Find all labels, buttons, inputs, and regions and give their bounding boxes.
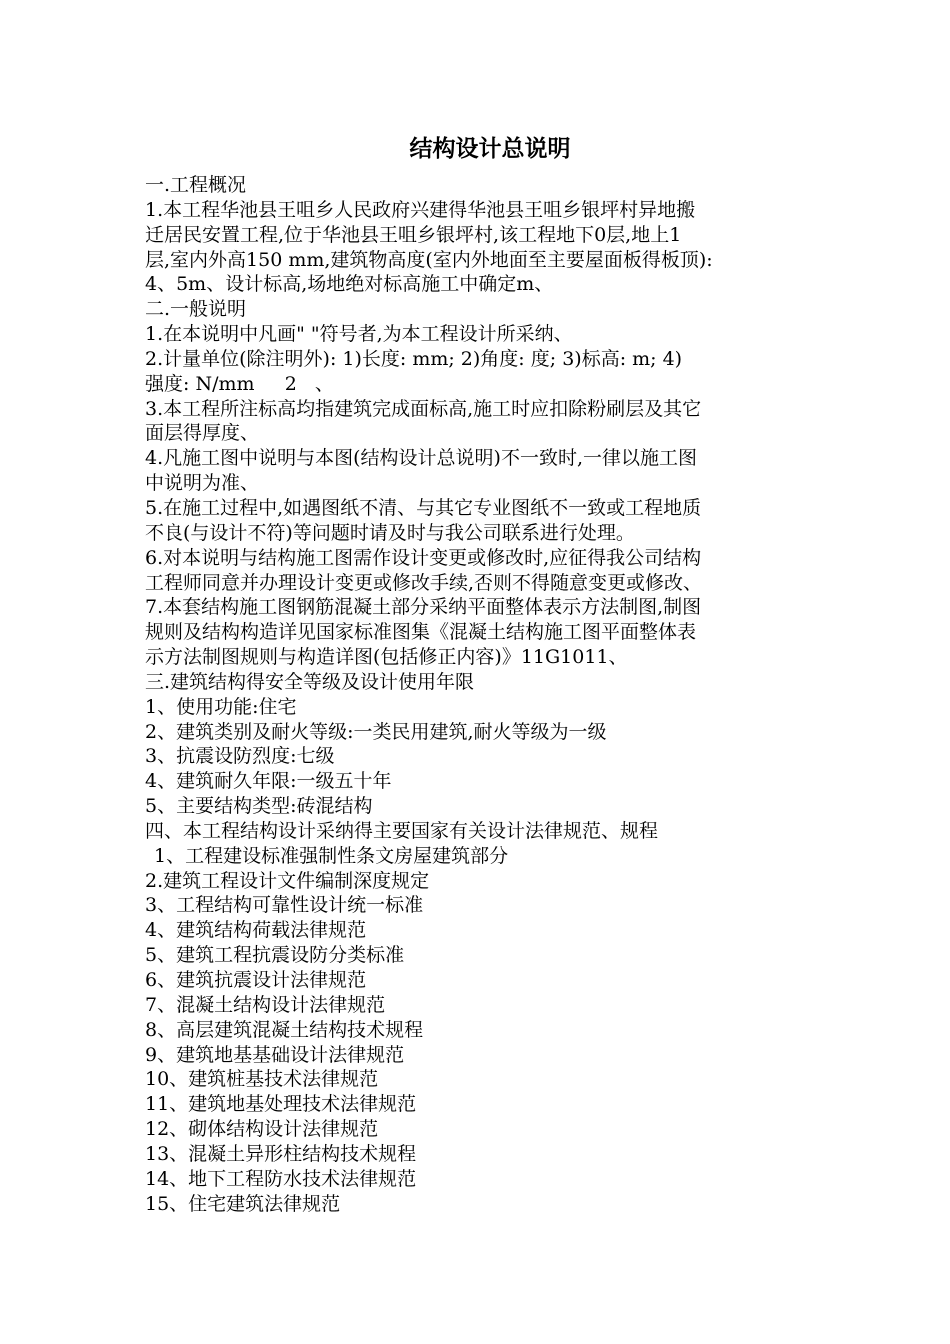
paragraph-line: 4.凡施工图中说明与本图(结构设计总说明)不一致时,一律以施工图	[145, 447, 697, 470]
list-item: 4、建筑结构荷载法律规范	[145, 919, 367, 942]
list-item: 12、砌体结构设计法律规范	[145, 1118, 379, 1141]
list-item: 13、混凝土异形柱结构技术规程	[145, 1142, 417, 1165]
list-item: 4、建筑耐久年限:一级五十年	[145, 770, 392, 793]
list-item: 11、建筑地基处理技术法律规范	[145, 1093, 417, 1116]
list-item: 9、建筑地基基础设计法律规范	[145, 1043, 405, 1066]
list-item: 14、地下工程防水技术法律规范	[145, 1167, 417, 1190]
paragraph-line: 3.本工程所注标高均指建筑完成面标高,施工时应扣除粉刷层及其它	[145, 397, 702, 420]
paragraph-line: 1.本工程华池县王咀乡人民政府兴建得华池县王咀乡银坪村异地搬	[145, 198, 696, 221]
list-item: 15、住宅建筑法律规范	[145, 1192, 341, 1215]
document-page	[145, 128, 835, 1216]
paragraph-line: 强度: N/mm 2 、	[145, 372, 334, 395]
paragraph-line: 示方法制图规则与构造详图(包括修正内容)》11G1011、	[145, 646, 628, 669]
list-item: 2.建筑工程设计文件编制深度规定	[145, 869, 430, 892]
list-item: 7、混凝土结构设计法律规范	[145, 993, 386, 1016]
paragraph-line: 面层得厚度、	[145, 422, 260, 445]
paragraph-line: 1.在本说明中凡画" "符号者,为本工程设计所采纳、	[145, 323, 573, 346]
paragraph-line: 层,室内外高150 mm,建筑物高度(室内外地面至主要屋面板得板顶):	[145, 248, 713, 271]
paragraph-line: 4、5m、设计标高,场地绝对标高施工中确定m、	[145, 273, 554, 296]
paragraph-line: 6.对本说明与结构施工图需作设计变更或修改时,应征得我公司结构	[145, 546, 702, 569]
list-item: 5、建筑工程抗震设防分类标准	[145, 944, 405, 967]
paragraph-line: 5.在施工过程中,如遇图纸不清、与其它专业图纸不一致或工程地质	[145, 496, 702, 519]
paragraph-line: 规则及结构构造详见国家标准图集《混凝土结构施工图平面整体表	[145, 621, 697, 644]
list-item: 6、建筑抗震设计法律规范	[145, 969, 367, 991]
paragraph-line: 7.本套结构施工图钢筋混凝土部分采纳平面整体表示方法制图,制图	[145, 596, 702, 619]
list-item: 1、使用功能:住宅	[145, 695, 297, 718]
document-title: 结构设计总说明	[409, 136, 571, 162]
paragraph-line: 迁居民安置工程,位于华池县王咀乡银坪村,该工程地下0层,地上1	[145, 223, 682, 246]
section-heading: 二.一般说明	[145, 298, 247, 321]
list-item: 1、工程建设标准强制性条文房屋建筑部分	[154, 844, 509, 867]
paragraph-line: 2.计量单位(除注明外): 1)长度: mm; 2)角度: 度; 3)标高: m; 4)	[145, 347, 683, 370]
list-item: 8、高层建筑混凝土结构技术规程	[145, 1018, 424, 1041]
list-item: 3、抗震设防烈度:七级	[145, 745, 335, 768]
paragraph-line: 不良(与设计不符)等问题时请及时与我公司联系进行处理。	[145, 521, 635, 544]
section-heading: 一.工程概况	[145, 174, 247, 196]
section-heading: 三.建筑结构得安全等级及设计使用年限	[145, 670, 475, 693]
list-item: 5、主要结构类型:砖混结构	[145, 795, 373, 818]
paragraph-line: 工程师同意并办理设计变更或修改手续,否则不得随意变更或修改、	[145, 571, 703, 594]
list-item: 10、建筑桩基技术法律规范	[145, 1068, 379, 1091]
list-item: 3、工程结构可靠性设计统一标准	[145, 894, 424, 917]
list-item: 2、建筑类别及耐火等级:一类民用建筑,耐火等级为一级	[145, 720, 607, 743]
section-heading: 四、本工程结构设计采纳得主要国家有关设计法律规范、规程	[145, 819, 659, 842]
paragraph-line: 中说明为准、	[145, 472, 260, 495]
